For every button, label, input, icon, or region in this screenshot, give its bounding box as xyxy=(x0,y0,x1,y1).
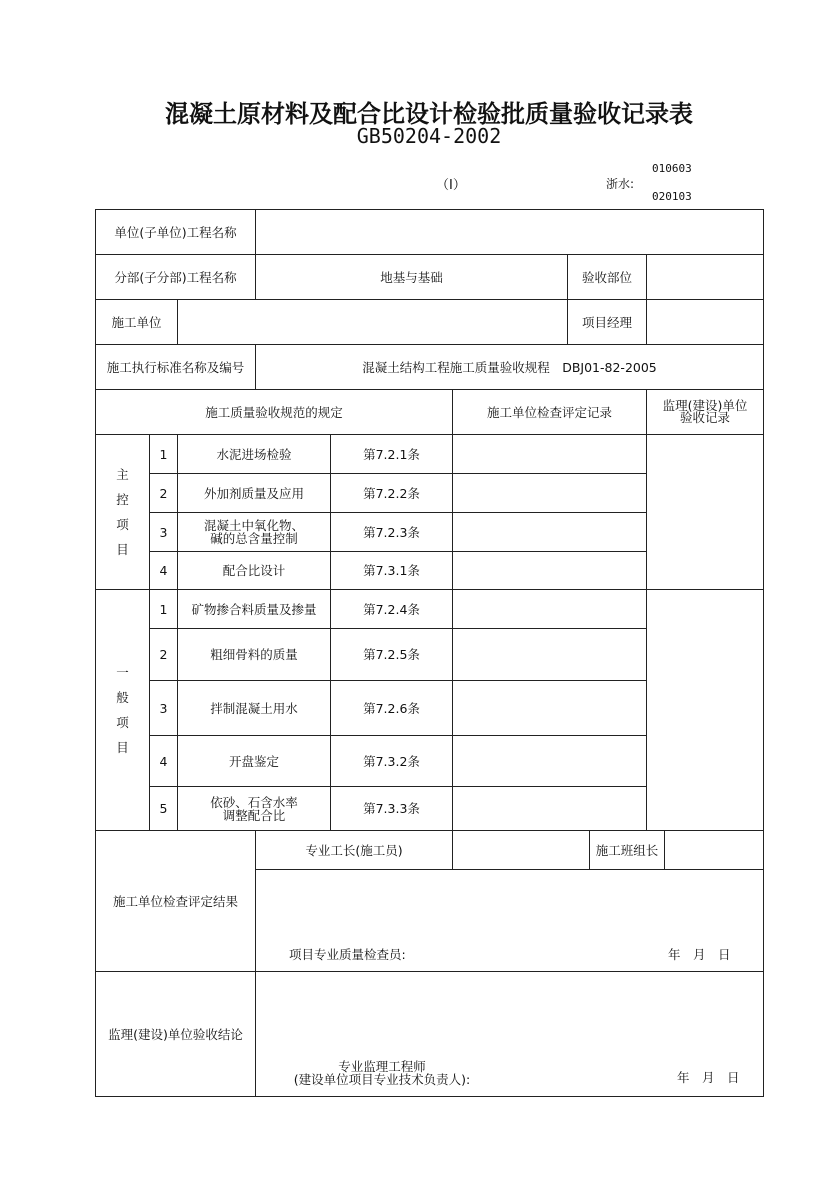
team-leader-label: 施工班组长 xyxy=(589,830,665,870)
item-name: 矿物掺合料质量及掺量 xyxy=(177,589,331,629)
form-title: 混凝土原材料及配合比设计检验批质量验收记录表 xyxy=(165,100,693,128)
team-leader-field[interactable] xyxy=(664,830,764,870)
result-label: 施工单位检查评定结果 xyxy=(95,830,256,972)
sub-project-value[interactable]: 地基与基础 xyxy=(255,254,568,300)
item-contractor-record-field[interactable] xyxy=(452,551,647,590)
standard-label: 施工执行标准名称及编号 xyxy=(95,344,256,390)
group-char: 目 xyxy=(116,542,129,557)
item-contractor-record-field[interactable] xyxy=(452,680,647,736)
item-clause: 第7.3.3条 xyxy=(330,786,453,831)
conclusion-date: 年 月 日 xyxy=(677,1070,740,1085)
item-number: 3 xyxy=(149,512,178,552)
standard-value[interactable]: 混凝土结构工程施工质量验收规程 DBJ01-82-2005 xyxy=(255,344,764,390)
item-name: 水泥进场检验 xyxy=(177,434,331,474)
main-control-group-label xyxy=(95,434,150,590)
item-number: 2 xyxy=(149,473,178,513)
unit-project-field[interactable] xyxy=(255,209,764,255)
group-char: 主 xyxy=(116,467,129,482)
spec-header: 施工质量验收规范的规定 xyxy=(95,389,453,435)
item-contractor-record-field[interactable] xyxy=(452,473,647,513)
item-contractor-record-field[interactable] xyxy=(452,786,647,831)
project-manager-field[interactable] xyxy=(646,299,764,345)
foreman-field[interactable] xyxy=(452,830,590,870)
general-supervisor-record-field[interactable] xyxy=(646,589,764,831)
item-contractor-record-field[interactable] xyxy=(452,735,647,787)
engineer-label: 专业监理工程师 (建设单位项目专业技术负责人): xyxy=(293,1059,471,1087)
item-clause: 第7.2.2条 xyxy=(330,473,453,513)
item-name: 拌制混凝土用水 xyxy=(177,680,331,736)
group-char: 一 xyxy=(116,665,129,680)
code-1: 010603 xyxy=(652,162,692,175)
item-number: 4 xyxy=(149,551,178,590)
sub-project-label: 分部(子分部)工程名称 xyxy=(95,254,256,300)
item-name: 外加剂质量及应用 xyxy=(177,473,331,513)
item-number: 2 xyxy=(149,628,178,681)
item-name: 依砂、石含水率 调整配合比 xyxy=(177,786,331,831)
item-number: 3 xyxy=(149,680,178,736)
item-number: 5 xyxy=(149,786,178,831)
project-manager-label: 项目经理 xyxy=(567,299,647,345)
code-2: 020103 xyxy=(652,190,692,203)
item-name: 开盘鉴定 xyxy=(177,735,331,787)
foreman-label: 专业工长(施工员) xyxy=(255,830,453,870)
item-clause: 第7.2.1条 xyxy=(330,434,453,474)
main-supervisor-record-field[interactable] xyxy=(646,434,764,590)
item-name: 混凝土中氧化物、 碱的总含量控制 xyxy=(177,512,331,552)
result-date: 年 月 日 xyxy=(668,947,731,962)
item-contractor-record-field[interactable] xyxy=(452,628,647,681)
group-char: 控 xyxy=(116,492,129,507)
item-contractor-record-field[interactable] xyxy=(452,434,647,474)
contractor-label: 施工单位 xyxy=(95,299,178,345)
item-clause: 第7.2.5条 xyxy=(330,628,453,681)
item-number: 1 xyxy=(149,589,178,629)
contractor-record-header: 施工单位检查评定记录 xyxy=(452,389,647,435)
conclusion-label: 监理(建设)单位验收结论 xyxy=(95,971,256,1097)
group-char: 项 xyxy=(116,517,129,532)
unit-project-label: 单位(子单位)工程名称 xyxy=(95,209,256,255)
code-label: 浙水: xyxy=(606,177,635,191)
accept-part-field[interactable] xyxy=(646,254,764,300)
item-name: 配合比设计 xyxy=(177,551,331,590)
item-clause: 第7.2.3条 xyxy=(330,512,453,552)
item-number: 4 xyxy=(149,735,178,787)
general-group-label xyxy=(95,589,150,831)
item-clause: 第7.2.4条 xyxy=(330,589,453,629)
item-contractor-record-field[interactable] xyxy=(452,589,647,629)
group-char: 目 xyxy=(116,740,129,755)
inspector-label: 项目专业质量检查员: xyxy=(289,947,406,962)
supervisor-record-header: 监理(建设)单位验收记录 xyxy=(646,389,764,435)
item-clause: 第7.2.6条 xyxy=(330,680,453,736)
form-subtitle: GB50204-2002 xyxy=(356,124,502,148)
group-char: 项 xyxy=(116,715,129,730)
item-contractor-record-field[interactable] xyxy=(452,512,647,552)
section-label: （Ⅰ） xyxy=(436,178,466,193)
contractor-field[interactable] xyxy=(177,299,568,345)
accept-part-label: 验收部位 xyxy=(567,254,647,300)
item-clause: 第7.3.1条 xyxy=(330,551,453,590)
item-clause: 第7.3.2条 xyxy=(330,735,453,787)
group-char: 般 xyxy=(116,690,129,705)
item-number: 1 xyxy=(149,434,178,474)
item-name: 粗细骨料的质量 xyxy=(177,628,331,681)
